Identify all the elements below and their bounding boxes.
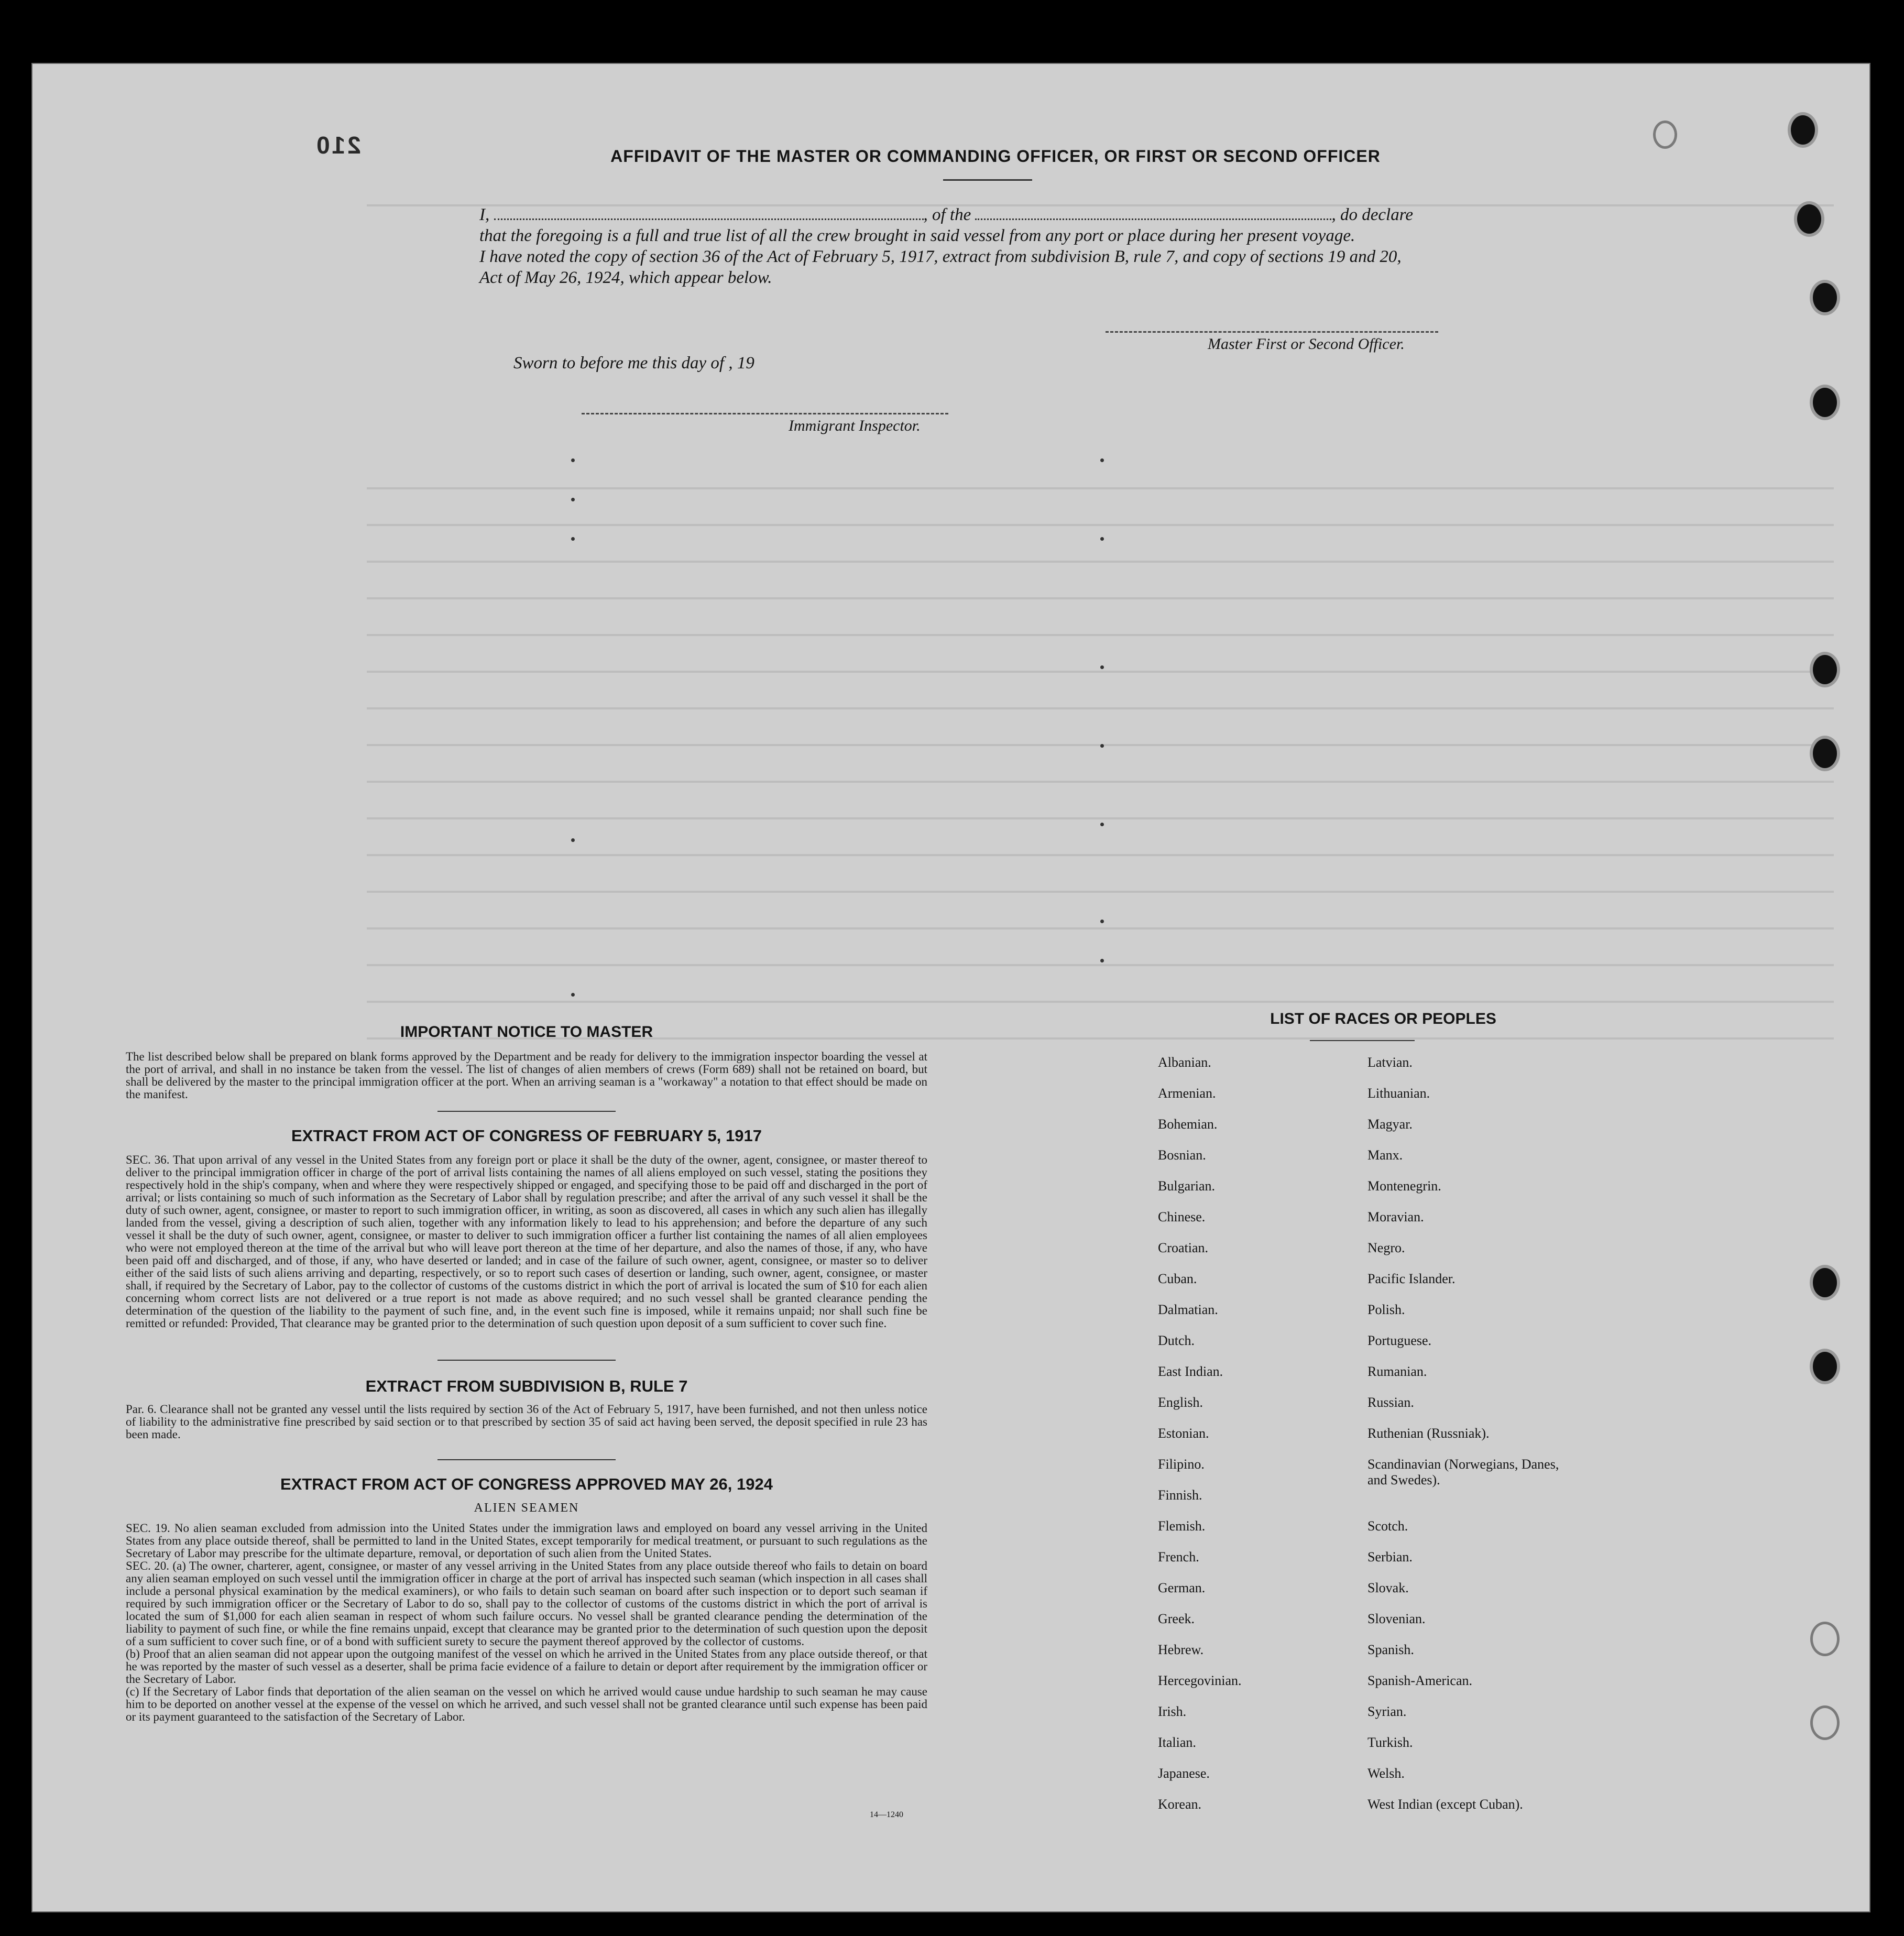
affidavit-line-1 (479, 204, 1491, 225)
affidavit-line-4: Act of May 26, 1924, which appear below. (479, 268, 772, 287)
race-item: Japanese. (1158, 1766, 1210, 1781)
race-item: Manx. (1367, 1147, 1403, 1163)
race-item: Armenian. (1158, 1086, 1216, 1101)
race-item: Bulgarian. (1158, 1178, 1216, 1194)
race-item: Moravian. (1367, 1209, 1424, 1224)
races-right-column (1367, 1055, 1661, 1828)
punch-hole-icon (1813, 1268, 1837, 1297)
affidavit-line-1-start: I, (479, 205, 490, 224)
dot-mark (1100, 959, 1104, 962)
race-item: Latvian. (1367, 1055, 1413, 1070)
race-item: Negro. (1367, 1240, 1405, 1255)
race-item: Albanian. (1158, 1055, 1211, 1070)
race-item: Serbian. (1367, 1549, 1413, 1565)
punch-hole-icon (1813, 1352, 1837, 1381)
dot-mark (1100, 744, 1104, 748)
race-item: Spanish. (1367, 1642, 1414, 1657)
race-item: Finnish. (1158, 1487, 1202, 1503)
race-item: Scotch. (1367, 1518, 1408, 1534)
vessel-name-field[interactable] (975, 209, 1331, 220)
affidavit-line-1-mid: , of the (923, 205, 971, 224)
dot-mark (571, 498, 575, 501)
race-item: Scandinavian (Norwegians, Danes, and Swedes). (1367, 1457, 1559, 1487)
dot-mark (1100, 920, 1104, 923)
race-item: Cuban. (1158, 1271, 1197, 1286)
race-item: Pacific Islander. (1367, 1271, 1456, 1286)
inspector-signature-label: Immigrant Inspector. (789, 417, 921, 434)
dot-mark (571, 458, 575, 462)
extract-1917-title: EXTRACT FROM ACT OF CONGRESS OF FEBRUARY 5, 1917 (291, 1126, 762, 1145)
race-item: Lithuanian. (1367, 1086, 1430, 1101)
race-item: West Indian (except Cuban). (1367, 1797, 1523, 1812)
races-title: LIST OF RACES OR PEOPLES (1270, 1010, 1496, 1027)
punch-hole-icon (1791, 115, 1815, 145)
race-item: Estonian. (1158, 1426, 1209, 1441)
race-item: Ruthenian (Russniak). (1367, 1426, 1490, 1441)
race-item: Korean. (1158, 1797, 1202, 1812)
master-name-field[interactable] (494, 209, 924, 220)
extract-rule7-body: Par. 6. Clearance shall not be granted any vessel until the lists required by section 36 of the Act of February 5, 1917, have been furnished, and not then unless notice of liability to the administrative fine prescribed by said section or to that prescribed by section 35 of said act having been served, the deposit specified in rule 23 has been made. (126, 1403, 927, 1441)
race-item: Welsh. (1367, 1766, 1405, 1781)
race-item: Dalmatian. (1158, 1302, 1218, 1317)
extract-rule7-title: EXTRACT FROM SUBDIVISION B, RULE 7 (365, 1377, 688, 1395)
notice-title: IMPORTANT NOTICE TO MASTER (400, 1023, 653, 1041)
punch-hole-icon (1656, 123, 1675, 146)
punch-hole-icon (1813, 283, 1837, 312)
race-item: Dutch. (1158, 1333, 1195, 1348)
sworn-end: , 19 (728, 354, 754, 373)
punch-hole-icon (1797, 204, 1821, 234)
document-page (31, 63, 1870, 1912)
dot-mark (1100, 537, 1104, 541)
dot-mark (1100, 458, 1104, 462)
dot-mark (571, 537, 575, 541)
race-item: English. (1158, 1395, 1203, 1410)
sworn-mid: day of (681, 354, 725, 373)
affidavit-text (479, 204, 1491, 288)
race-item: Filipino. (1158, 1457, 1205, 1472)
affidavit-line-3: I have noted the copy of section 36 of the Act of February 5, 1917, extract from subdivision B, rule 7, and copy of sections 19 and 20, (479, 247, 1402, 266)
race-item: Polish. (1367, 1302, 1405, 1317)
title-rule (943, 179, 1032, 181)
section-rule (437, 1111, 616, 1112)
sec20b-paragraph: (b) Proof that an alien seaman did not appear upon the outgoing manifest of the vessel on which he arrived in the United States from any place outside thereof, or that he was reported by the master of such vessel as a deserter, shall be prima facie evidence of a failure to detain or deport after requirement by the immigration officer or the Secretary of Labor. (126, 1647, 927, 1686)
race-item: Hebrew. (1158, 1642, 1204, 1657)
race-item: French. (1158, 1549, 1199, 1565)
sec19-paragraph: SEC. 19. No alien seaman excluded from admission into the United States under the immigration laws and employed on board any vessel arriving in the United States from any place outside thereof, shall be permitted to land in the United States, except temporarily for medical treatment, or pursuant to such regulations as the Secretary of Labor may prescribe for the ultimate departure, removal, or deportation of such alien from the United States. (126, 1522, 927, 1560)
dot-mark (1100, 823, 1104, 826)
dot-mark (571, 838, 575, 842)
race-item: Irish. (1158, 1704, 1187, 1719)
sec20a-paragraph: SEC. 20. (a) The owner, charterer, agent, consignee, or master of any vessel arriving in the United States from any place outside thereof who fails to detain on board any alien seaman employed on such vessel until the immigration officer in charge at the port of arrival has inspected such seaman (which inspection in all cases shall include a personal physical examination by the medical examiners), or who fails to detain such seaman on board after such inspection or to deport such seaman if required by such immigration officer or the Secretary of Labor to do so, shall pay to the collector of customs of the customs district in which the port of arrival is located the sum of $1,000 for each alien seaman in respect of whom such failure occurs. No vessel shall be granted clearance pending the determination of the liability to payment of such fine, or while the fine remains unpaid, except that clearance may be granted prior to the determination of such question upon the deposit of a sum sufficient to cover such fine, or of a bond with sufficient surety to secure the payment thereof approved by the collector of customs. (126, 1559, 927, 1648)
race-item: Slovenian. (1367, 1611, 1426, 1626)
race-item: Turkish. (1367, 1735, 1413, 1750)
affidavit-line-2: that the foregoing is a full and true list of all the crew brought in said vessel from any port or place during her present voyage. (479, 226, 1355, 245)
race-item: German. (1158, 1580, 1206, 1595)
race-item: Greek. (1158, 1611, 1195, 1626)
extract-1924-body (126, 1522, 927, 1723)
races-rule (1310, 1040, 1415, 1041)
form-code: 14—1240 (870, 1810, 903, 1819)
inspector-signature-field[interactable] (582, 413, 948, 414)
affidavit-line-1-end: , do declare (1331, 205, 1413, 224)
sec20c-paragraph: (c) If the Secretary of Labor finds that deportation of the alien seaman on the vessel on which he arrived would cause undue hardship to such seaman he may cause him to be deported on another vessel at the expense of the vessel on which he arrived, and such vessel shall not be granted clearance until such expense has been paid or its payment guaranteed to the satisfaction of the Secretary of Labor. (126, 1685, 927, 1723)
punch-hole-icon (1813, 739, 1837, 768)
extract-1917-body: SEC. 36. That upon arrival of any vessel in the United States from any foreign port or place it shall be the duty of the owner, agent, consignee, or master thereof to deliver to the principal immigration officer in charge of the port of arrival lists containing the names of all aliens employed on such vessel, stating the positions they respectively hold in the ship's company, when and where they were respectively shipped or engaged, and specifying those to be paid off and discharged in the port of arrival; or lists containing so much of such information as the Secretary of Labor shall by regulation prescribe; and after the arrival of any such vessel it shall be the duty of such owner, agent, consignee, or master to report to such immigration officer, in writing, as soon as discovered, all cases in which any such alien has illegally landed from the vessel, giving a description of such alien, together with any information likely to lead to his apprehension; and before the departure of any such vessel it shall be the duty of such owner, agent, consignee, or master to deliver to such immigration officer a further list containing the names of all alien employees who were not employed thereon at the time of the arrival but who will leave port thereon at the time of her departure, and also the names of those, if any, who have been paid off and discharged, and of those, if any, who have deserted or landed; and in case of the failure of such owner, agent, consignee, or master so to deliver either of the said lists of such aliens arriving and departing, respectively, or so to report such cases of desertion or landing, such owner, agent, consignee, or master shall, if required by the Secretary of Labor, pay to the collector of customs of the customs district in which the port of arrival is located the sum of $10 for each alien concerning whom correct lists are not delivered or a true report is not made as above required; and no such vessel shall be granted clearance pending the determination of the question of the liability to the payment of such fine, and, in the event such fine is imposed, while it remains unpaid; nor shall such fine be remitted or refunded: Provided, That clearance may be granted prior to the determination of such question upon deposit of a sum sufficient to cover such fine. (126, 1153, 927, 1330)
notice-body: The list described below shall be prepared on blank forms approved by the Department and be ready for delivery to the immigration inspector boarding the vessel at the port of arrival, and shall in no instance be taken from the vessel. The list of changes of alien members of crews (Form 689) shall not be retained on board, but shall be delivered by the master to the principal immigration officer at the port. When an arriving seaman is a "workaway" a notation to that effect should be made on the manifest. (126, 1050, 927, 1101)
race-item: Spanish-American. (1367, 1673, 1473, 1688)
race-item: Magyar. (1367, 1117, 1413, 1132)
race-item: Hercegovinian. (1158, 1673, 1242, 1688)
affidavit-title: AFFIDAVIT OF THE MASTER OR COMMANDING OFFICER, OR FIRST OR SECOND OFFICER (610, 147, 1381, 166)
dot-mark (571, 993, 575, 997)
alien-seamen-subtitle: ALIEN SEAMEN (474, 1501, 579, 1515)
race-item: Flemish. (1158, 1518, 1206, 1534)
form-number-stamp: 210 (314, 132, 361, 159)
punch-hole-icon (1813, 388, 1837, 417)
punch-hole-icon (1813, 1624, 1837, 1654)
race-item: Italian. (1158, 1735, 1196, 1750)
race-item: Portuguese. (1367, 1333, 1432, 1348)
sworn-line (513, 354, 1247, 373)
punch-hole-icon (1813, 1708, 1837, 1737)
master-signature-label: Master First or Second Officer. (1208, 335, 1405, 353)
race-item: Rumanian. (1367, 1364, 1427, 1379)
dot-mark (1100, 665, 1104, 669)
section-rule (437, 1360, 616, 1361)
race-item: Russian. (1367, 1395, 1414, 1410)
race-item: Croatian. (1158, 1240, 1209, 1255)
punch-hole-icon (1813, 655, 1837, 684)
race-item: Syrian. (1367, 1704, 1407, 1719)
race-item: Chinese. (1158, 1209, 1206, 1224)
race-item: Bohemian. (1158, 1117, 1218, 1132)
race-item: Slovak. (1367, 1580, 1409, 1595)
sworn-start: Sworn to before me this (513, 354, 677, 373)
master-signature-field[interactable] (1106, 331, 1438, 333)
race-item: Montenegrin. (1367, 1178, 1441, 1194)
race-item: East Indian. (1158, 1364, 1223, 1379)
extract-1924-title: EXTRACT FROM ACT OF CONGRESS APPROVED MAY 26, 1924 (280, 1475, 773, 1493)
race-item: Bosnian. (1158, 1147, 1206, 1163)
section-rule (437, 1459, 616, 1460)
